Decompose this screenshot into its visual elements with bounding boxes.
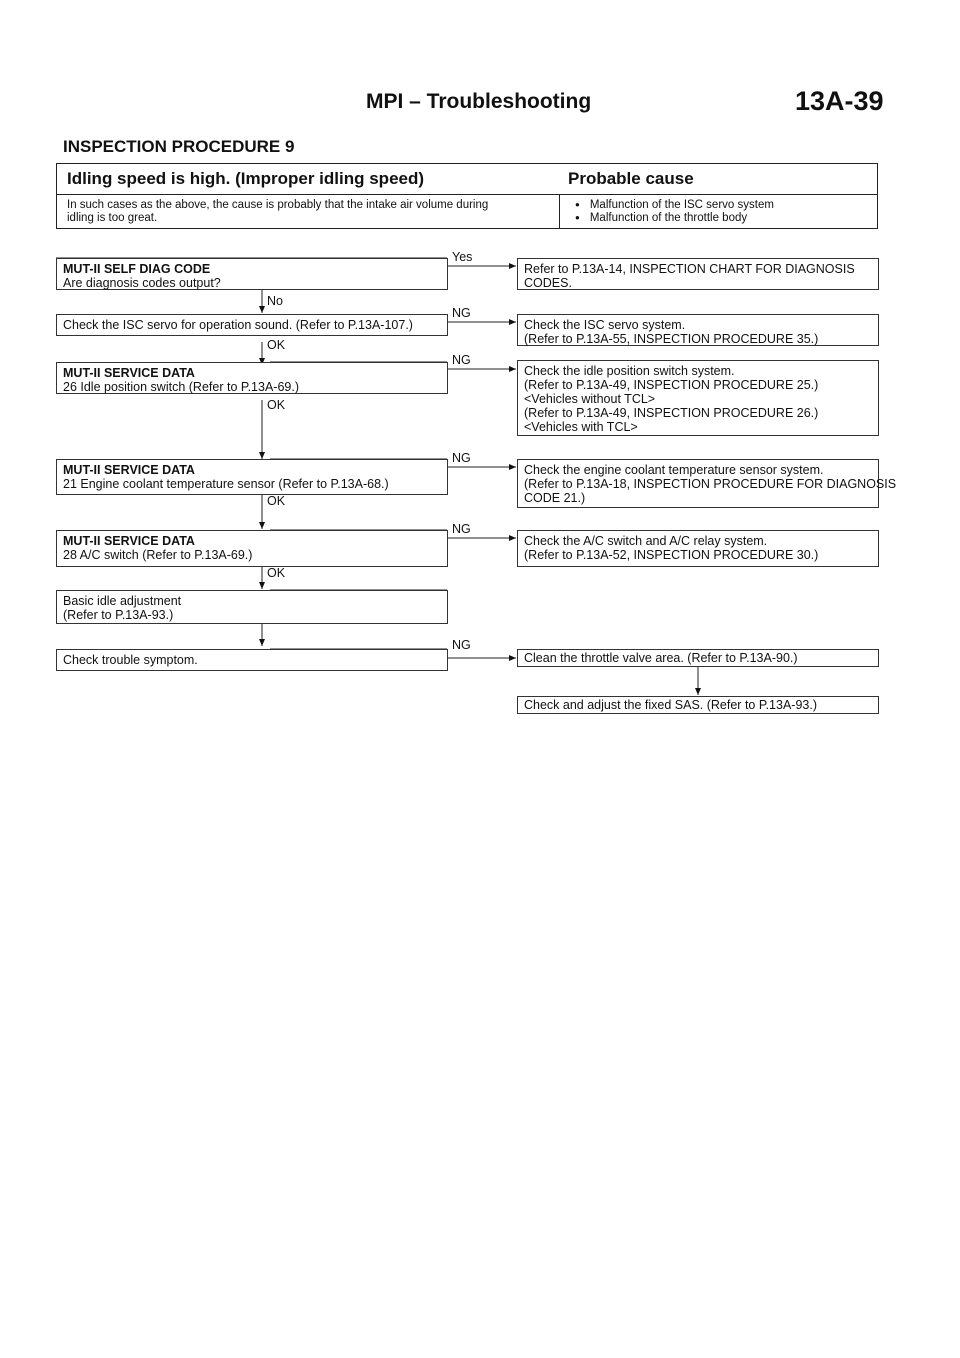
symptom-title: Idling speed is high. (Improper idling speed) [67, 169, 425, 188]
branch-label-ok: OK [267, 398, 286, 412]
result-text: Check the idle position switch system. [524, 364, 735, 378]
step-check-trouble-symptom [56, 649, 448, 671]
step-heading: MUT-II SERVICE DATA [63, 463, 195, 477]
procedure-title: INSPECTION PROCEDURE 9 [63, 137, 295, 156]
symptom-description-line: idling is too great. [67, 212, 158, 224]
result-text: (Refer to P.13A-49, INSPECTION PROCEDURE 25.) [524, 378, 819, 392]
result-text: CODE 21.) [524, 491, 586, 505]
result-text: (Refer to P.13A-55, INSPECTION PROCEDURE 35.) [524, 332, 819, 346]
step-coolant-temp-sensor [56, 459, 448, 495]
result-text: Clean the throttle valve area. (Refer to P.13A-90.) [524, 651, 798, 665]
step-text: Check the ISC servo for operation sound. (Refer to P.13A-107.) [63, 318, 413, 332]
result-check-coolant-sensor [517, 459, 897, 508]
probable-cause-heading: Probable cause [568, 169, 694, 188]
branch-label-ok: OK [267, 566, 286, 580]
page-number: 13A-39 [795, 86, 884, 116]
result-text: Check and adjust the fixed SAS. (Refer to P.13A-93.) [524, 698, 817, 712]
result-clean-throttle-valve [517, 649, 879, 667]
step-idle-position-switch [56, 362, 448, 394]
result-text: <Vehicles without TCL> [524, 392, 656, 406]
probable-cause-text: Malfunction of the ISC servo system [589, 199, 774, 211]
step-adjust-fixed-sas [517, 696, 879, 714]
step-heading: MUT-II SELF DIAG CODE [63, 262, 211, 276]
step-ac-switch [56, 530, 448, 567]
branch-label-ng: NG [452, 451, 471, 465]
result-text: Check the A/C switch and A/C relay system. [524, 534, 768, 548]
result-text: (Refer to P.13A-18, INSPECTION PROCEDURE FOR DIAGNOSIS [524, 477, 897, 491]
result-check-isc-servo [517, 314, 879, 346]
step-text: Check trouble symptom. [63, 653, 198, 667]
step-heading: MUT-II SERVICE DATA [63, 534, 195, 548]
result-text: <Vehicles with TCL> [524, 420, 638, 434]
result-refer-diag-chart [517, 258, 879, 290]
step-text: 21 Engine coolant temperature sensor (Refer to P.13A-68.) [63, 477, 389, 491]
result-text: CODES. [524, 276, 572, 290]
symptom-description-line: In such cases as the above, the cause is probably that the intake air volume during [67, 199, 489, 211]
step-text: (Refer to P.13A-93.) [63, 608, 174, 622]
result-text: Refer to P.13A-14, INSPECTION CHART FOR DIAGNOSIS [524, 262, 855, 276]
step-self-diag-code [56, 258, 448, 290]
step-text: Basic idle adjustment [63, 594, 182, 608]
result-check-idle-switch [517, 360, 879, 436]
step-text: 28 A/C switch (Refer to P.13A-69.) [63, 548, 253, 562]
page-header-title: MPI – Troubleshooting [366, 90, 592, 113]
branch-label-ng: NG [452, 353, 471, 367]
result-text: (Refer to P.13A-49, INSPECTION PROCEDURE 26.) [524, 406, 819, 420]
result-text: Check the ISC servo system. [524, 318, 686, 332]
probable-cause-text: Malfunction of the throttle body [589, 212, 748, 224]
step-text: Are diagnosis codes output? [63, 276, 221, 290]
step-basic-idle-adjustment [56, 590, 448, 624]
step-text: 26 Idle position switch (Refer to P.13A-69.) [63, 380, 300, 394]
branch-label-yes: Yes [452, 250, 473, 264]
step-isc-servo-sound [56, 314, 448, 336]
branch-label-no: No [267, 294, 283, 308]
branch-label-ok: OK [267, 494, 286, 508]
branch-label-ng: NG [452, 522, 471, 536]
result-check-ac-relay [517, 530, 879, 567]
step-heading: MUT-II SERVICE DATA [63, 366, 195, 380]
branch-label-ng: NG [452, 638, 471, 652]
branch-label-ng: NG [452, 306, 471, 320]
branch-label-ok: OK [267, 338, 286, 352]
result-text: (Refer to P.13A-52, INSPECTION PROCEDURE 30.) [524, 548, 819, 562]
result-text: Check the engine coolant temperature sensor system. [524, 463, 824, 477]
